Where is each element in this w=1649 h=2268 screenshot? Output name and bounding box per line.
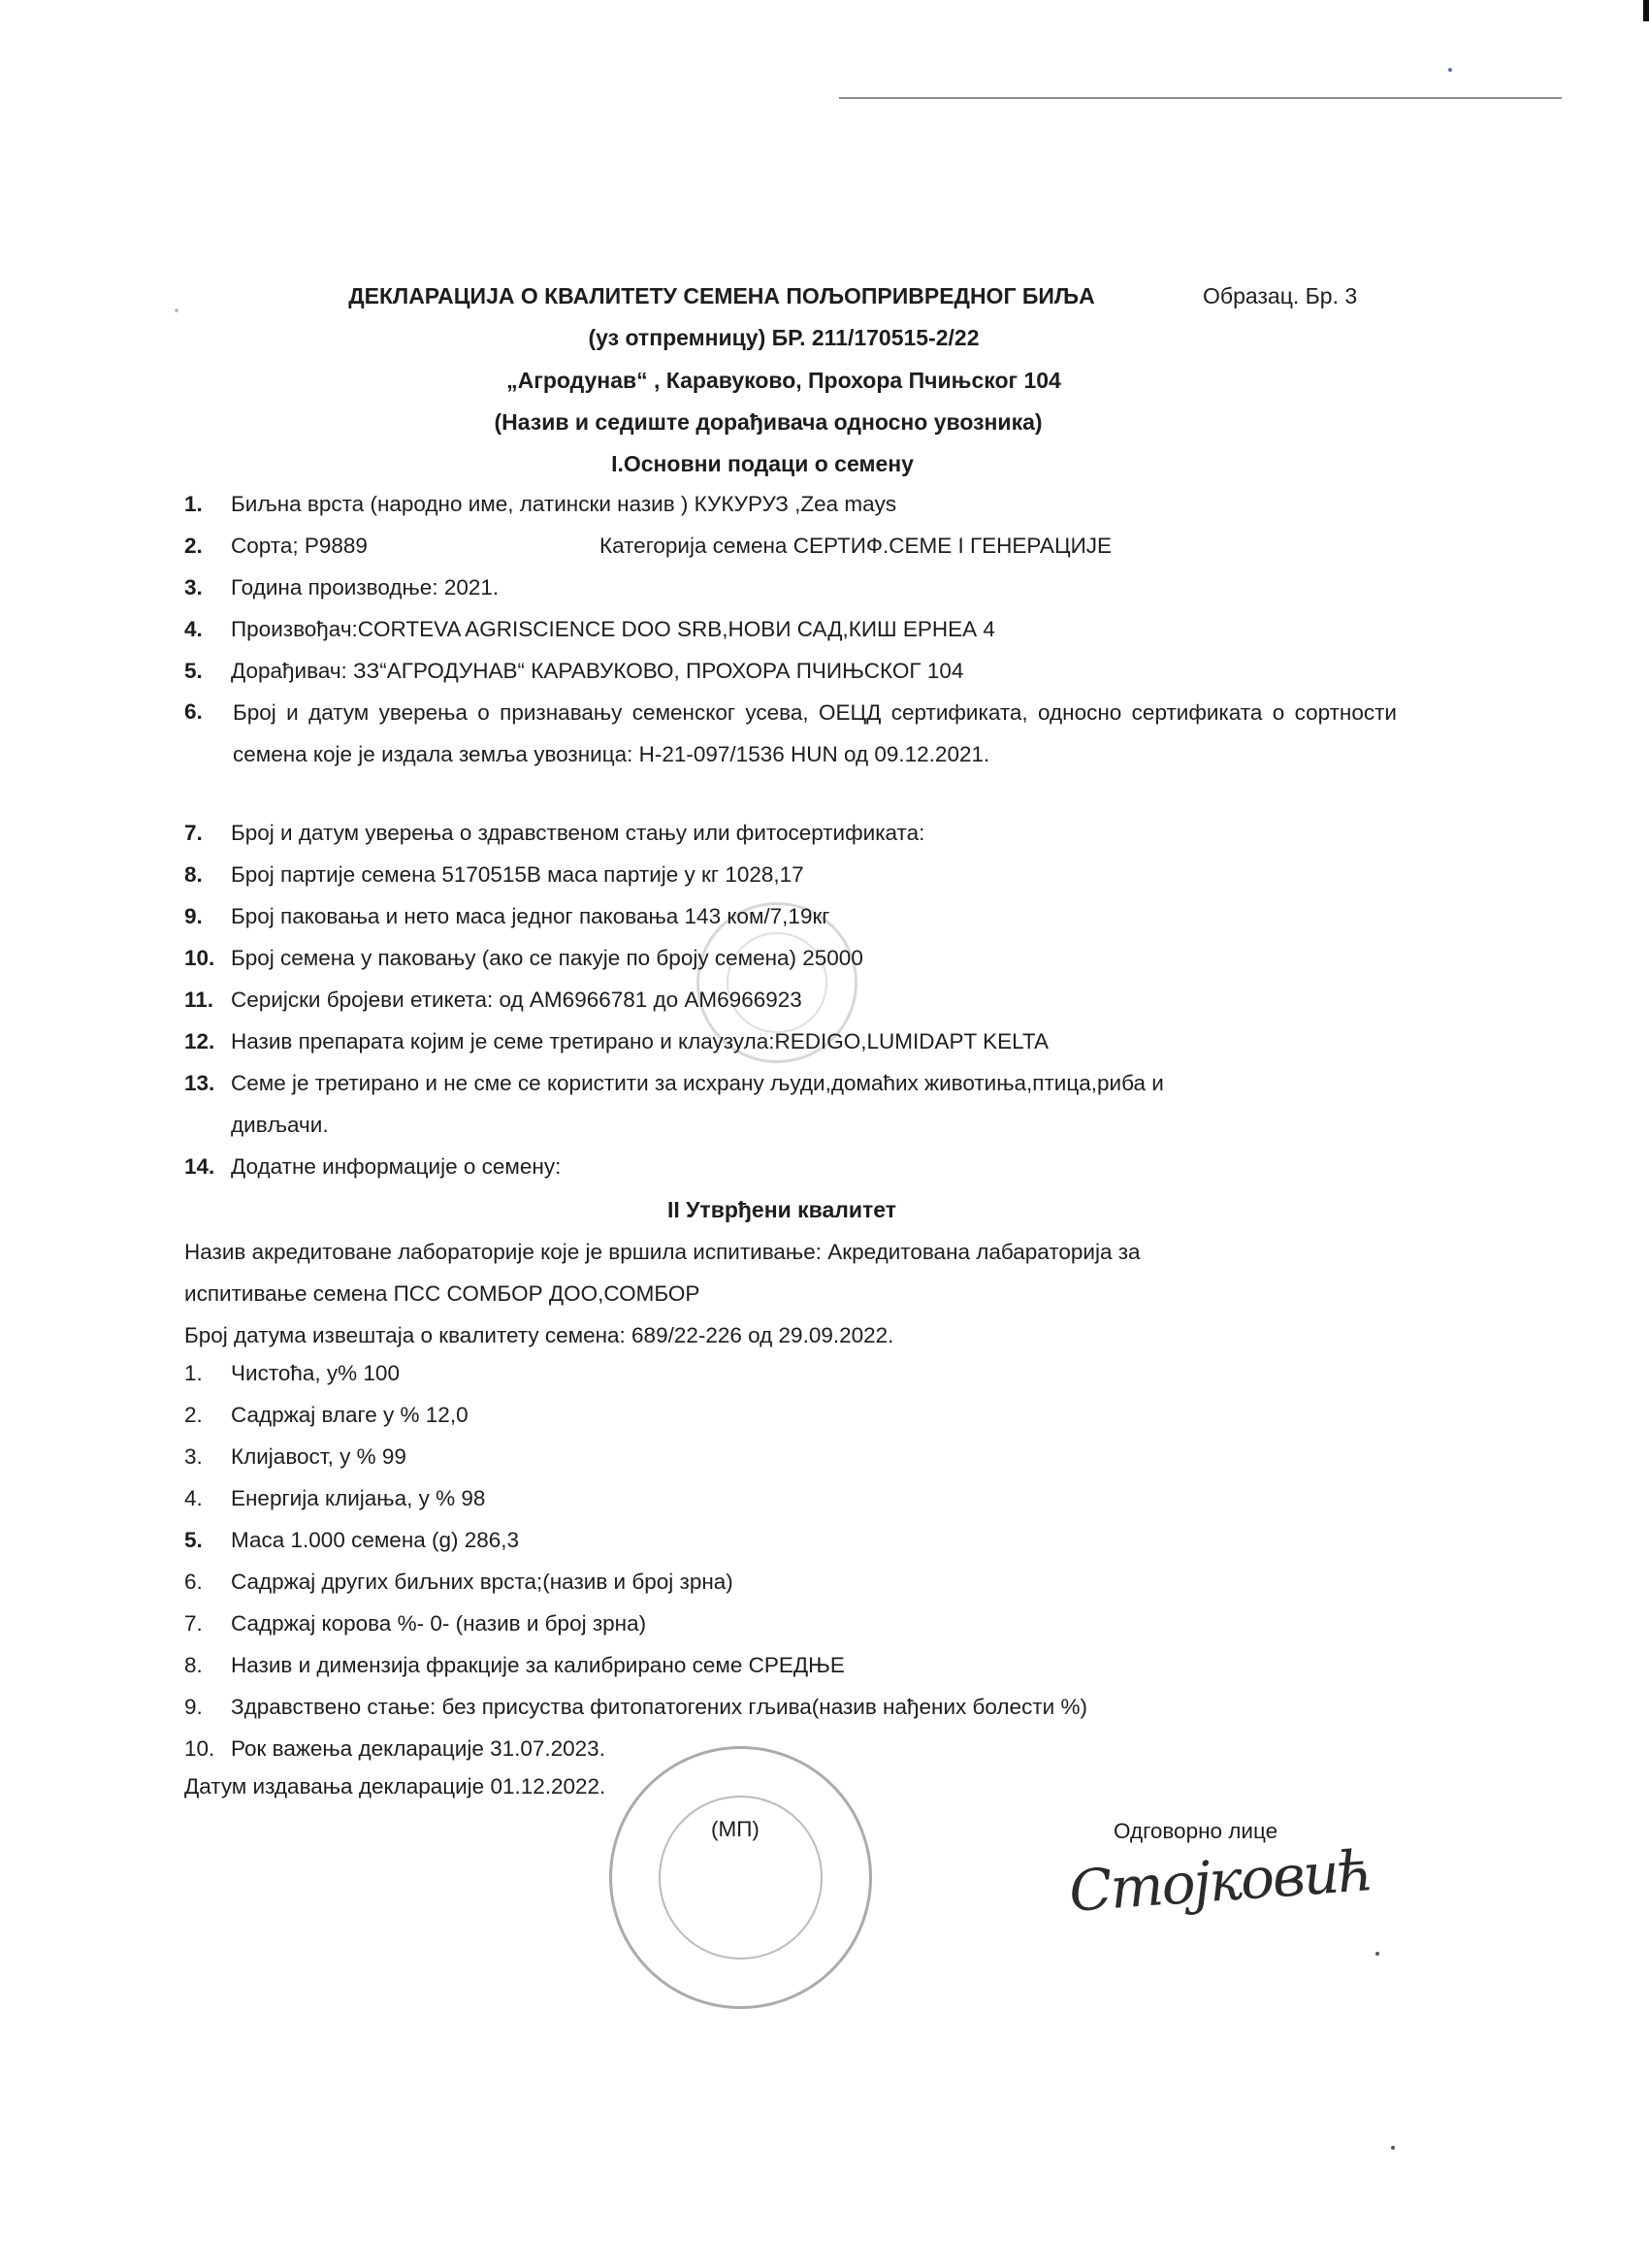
document-title: ДЕКЛАРАЦИЈА О КВАЛИТЕТУ СЕМЕНА ПОЉОПРИВРЕДНОГ БИЉА xyxy=(348,283,1095,308)
processor-caption: (Назив и седиште дорађивача односно увозника) xyxy=(494,409,1043,435)
responsible-person-label: Одговорно лице xyxy=(1114,1819,1278,1843)
issue-date: Датум издавања декларације 01.12.2022. xyxy=(184,1774,606,1798)
company-stamp xyxy=(609,1746,872,2009)
scan-speck xyxy=(175,308,178,312)
lab-name-line: Назив акредитоване лабораторије које је вршила испитивање: Акредитована лабараторија за xyxy=(184,1240,1141,1264)
report-number-line: Број датума извештаја о квалитету семена: 689/22-226 од 29.09.2022. xyxy=(184,1323,894,1347)
scan-speck xyxy=(1391,2146,1395,2150)
signature: Стојковић xyxy=(1067,1837,1374,1925)
scan-speck xyxy=(1375,1952,1379,1956)
seed-category: Категорија семена СЕРТИФ.СЕМЕ I ГЕНЕРАЦИЈЕ xyxy=(599,534,1113,558)
scan-edge-mark xyxy=(1643,0,1649,21)
form-number: Образац. Бр. 3 xyxy=(1203,283,1358,308)
section-2-title: II Утврђени квалитет xyxy=(666,1197,897,1222)
scan-line xyxy=(839,97,1562,99)
stamp-placeholder-label: (МП) xyxy=(711,1817,760,1841)
processor-name-address: „Агродунав“ , Каравуково, Прохора Пчињског 104 xyxy=(506,368,1061,393)
certificate-text: Број и датум уверења о признавању семенског усева, ОЕЦД сертификата, односно сертификата о сортности семена које је издала земља увозница: H-21-097/1536 HUN од 09.12.2021. xyxy=(233,700,1397,766)
delivery-note-number: (уз отпремницу) БР. 211/170515-2/22 xyxy=(588,325,980,350)
scan-speck xyxy=(1448,68,1452,72)
lab-name-line: испитивање семена ПСС СОМБОР ДОО,СОМБОР xyxy=(184,1281,700,1306)
section-1-title: I.Основни подаци о семену xyxy=(611,451,914,476)
